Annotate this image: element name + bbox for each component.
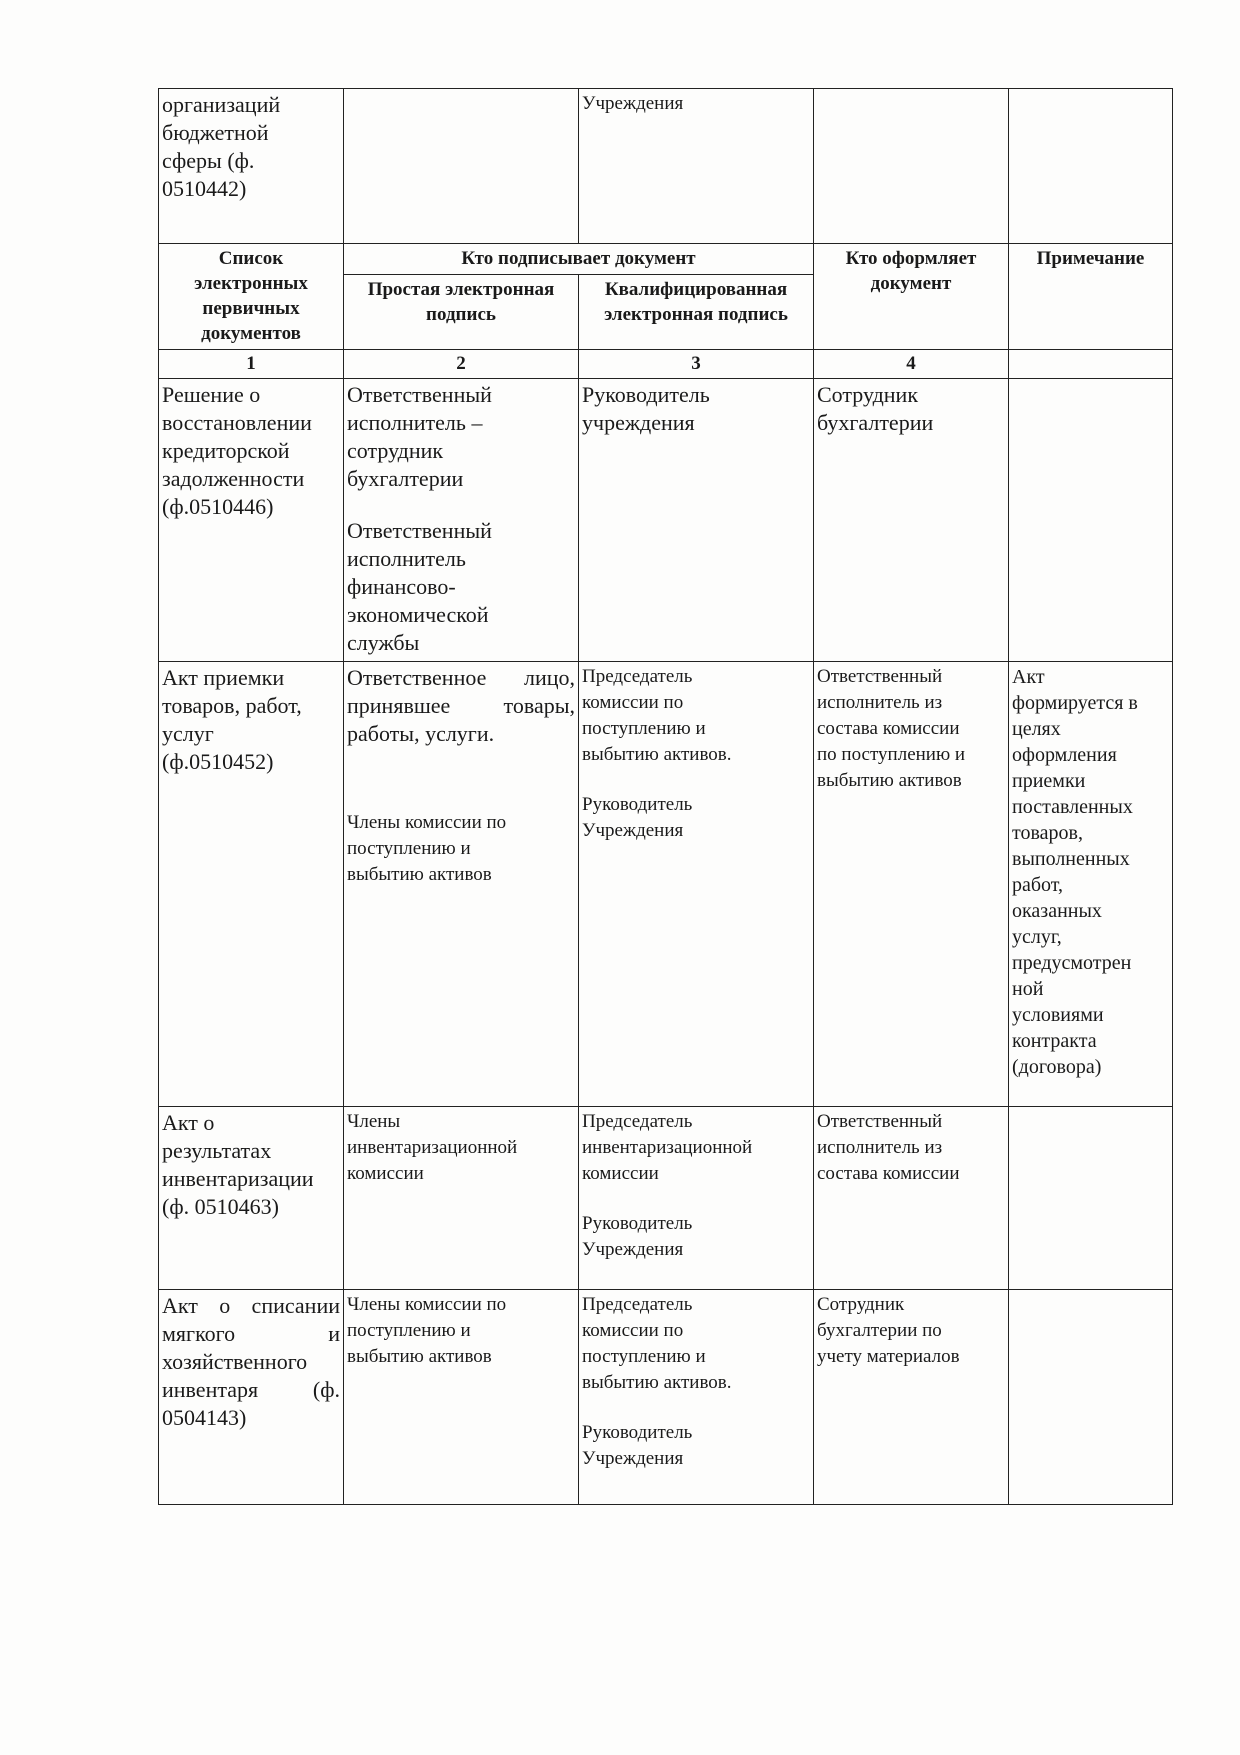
column-number: 2 [344,350,579,379]
cell-doc-continued: организаций бюджетной сферы (ф. 0510442) [159,89,344,244]
header-who-prepares: Кто оформляет документ [814,244,1009,350]
cell-simple-signature: Ответственный исполнитель – сотрудник бухгалтерии Ответственный исполнитель финансово- экономической службы [344,379,579,662]
table-row-continued [159,89,1173,244]
cell-simple-signature: Члены комиссии по поступлению и выбытию активов [344,1290,579,1505]
table-row [159,662,1173,1107]
table-row [159,379,1173,662]
cell-note [1009,379,1173,662]
cell-qualified-signature: Председатель комиссии по поступлению и выбытию активов. Руководитель Учреждения [579,1290,814,1505]
header-note: Примечание [1009,244,1173,350]
column-number: 1 [159,350,344,379]
cell-qualified-signature: Председатель инвентаризационной комиссии Руководитель Учреждения [579,1107,814,1290]
cell-document-name: Решение о восстановлении кредиторской задолженности (ф.0510446) [159,379,344,662]
header-doc-list: Список электронных первичных документов [159,244,344,350]
header-qualified-signature: Квалифицированная электронная подпись [579,275,814,350]
cell-prepared-by: Сотрудник бухгалтерии [814,379,1009,662]
cell-note [1009,1107,1173,1290]
cell-note: Акт формируется в целях оформления приемки поставленных товаров, выполненных работ, оказанных услуг, предусмотрен ной условиями контракта (договора) [1009,662,1173,1107]
table-row [159,1107,1173,1290]
column-number: 3 [579,350,814,379]
cell-simple-sig-continued [344,89,579,244]
electronic-documents-table [158,88,1173,1505]
column-number: 4 [814,350,1009,379]
cell-note-continued [1009,89,1173,244]
table-row [159,1290,1173,1505]
cell-simple-signature: Ответственное лицо, принявшее товары, работы, услуги. Члены комиссии по поступлению и выбытию активов [344,662,579,1107]
cell-prepared-continued [814,89,1009,244]
column-number [1009,350,1173,379]
cell-qualified-signature: Председатель комиссии по поступлению и выбытию активов. Руководитель Учреждения [579,662,814,1107]
cell-prepared-by: Сотрудник бухгалтерии по учету материалов [814,1290,1009,1505]
cell-note [1009,1290,1173,1505]
table-header-row [159,244,1173,275]
header-who-signs: Кто подписывает документ [344,244,814,275]
cell-simple-signature: Члены инвентаризационной комиссии [344,1107,579,1290]
header-simple-signature: Простая электронная подпись [344,275,579,350]
cell-prepared-by: Ответственный исполнитель из состава комиссии [814,1107,1009,1290]
cell-qualified-signature: Руководитель учреждения [579,379,814,662]
cell-document-name: Акт приемки товаров, работ, услуг (ф.0510452) [159,662,344,1107]
cell-qual-sig-continued: Учреждения [579,89,814,244]
cell-document-name: Акт о списании мягкого и хозяйственного инвентаря (ф. 0504143) [159,1290,344,1505]
cell-document-name: Акт о результатах инвентаризации (ф. 0510463) [159,1107,344,1290]
table-numbering-row [159,350,1173,379]
cell-prepared-by: Ответственный исполнитель из состава комиссии по поступлению и выбытию активов [814,662,1009,1107]
